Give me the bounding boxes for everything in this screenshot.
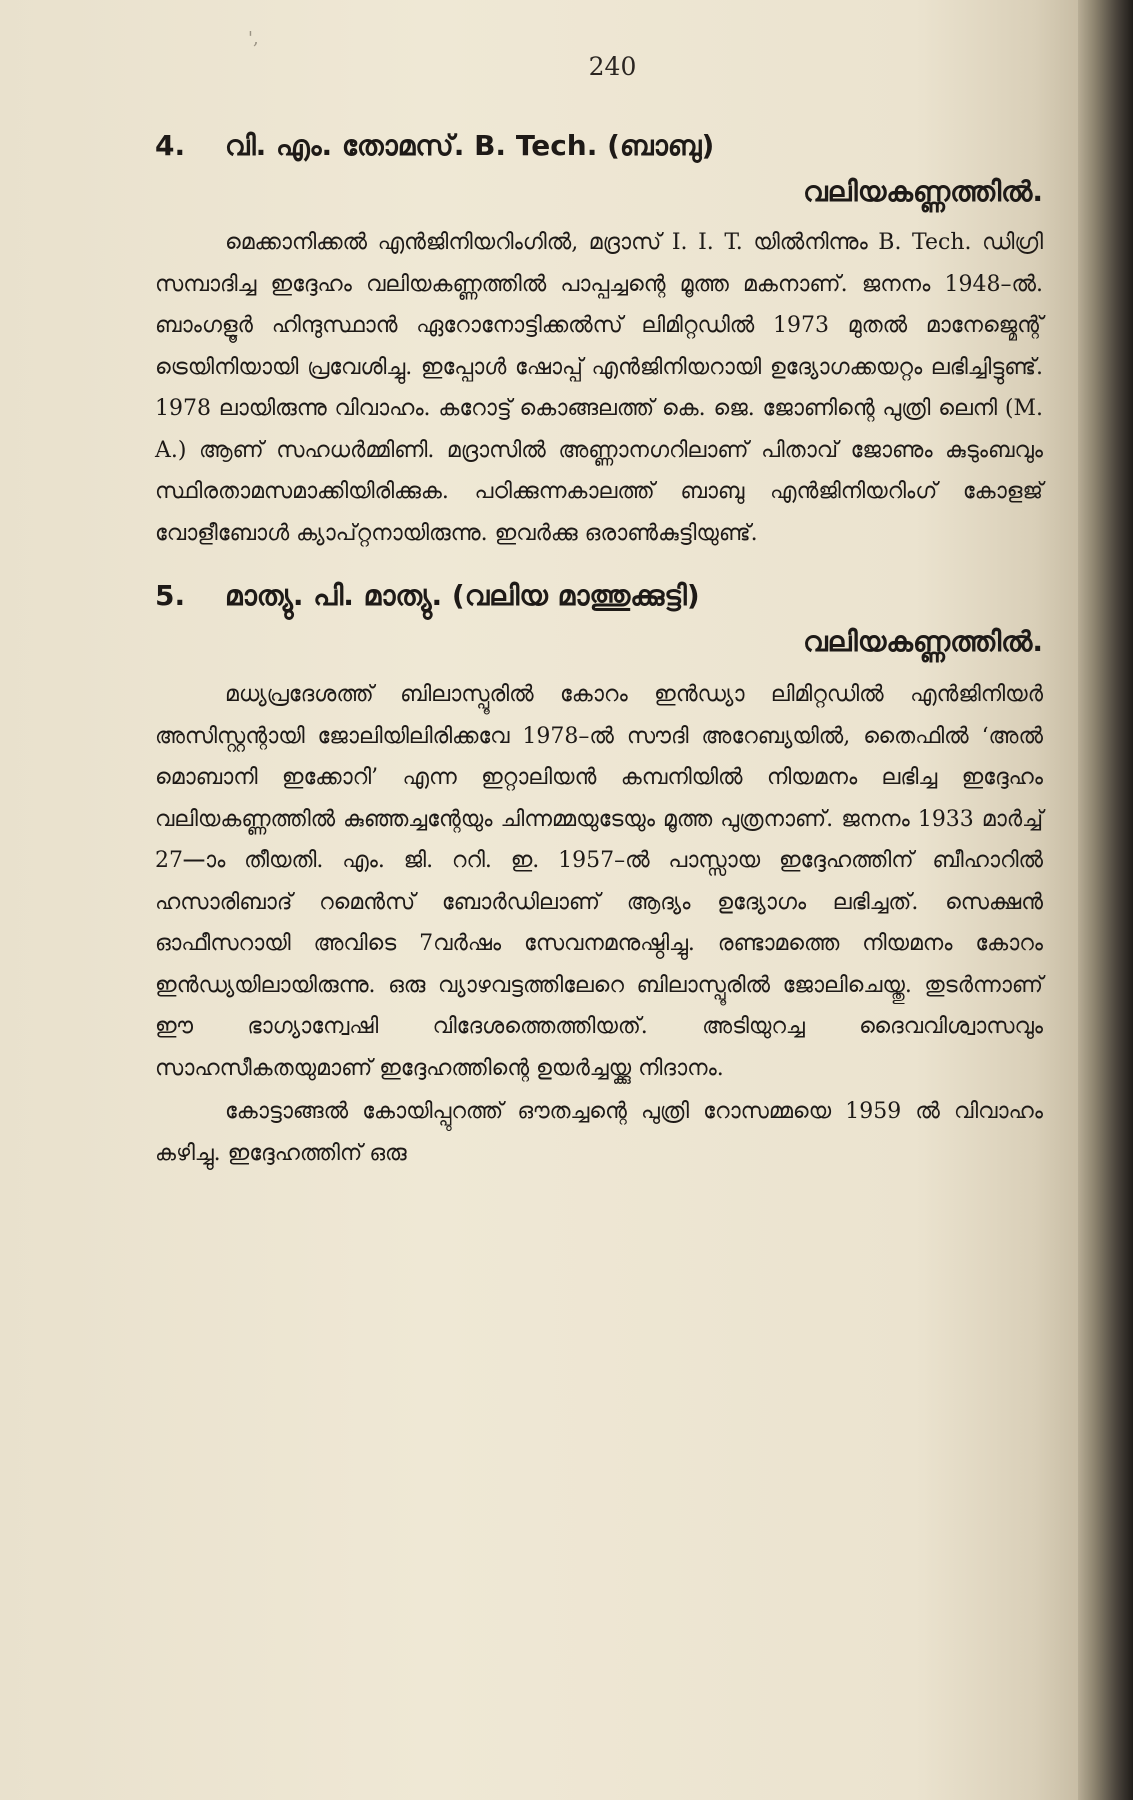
section-5-number: 5. [155,579,186,612]
section-4-subtitle: വലിയകണ്ണത്തിൽ. [803,175,1043,208]
section-5 [155,572,1043,1174]
section-5-subtitle: വലിയകണ്ണത്തിൽ. [803,625,1043,658]
section-4-paragraph: മെക്കാനിക്കൽ എൻജിനിയറിംഗിൽ, മദ്രാസ് I. I. T. യിൽനിന്നും B. Tech. ഡിഗ്രി സമ്പാദിച്ച ഇദ്ദേഹം വലിയകണ്ണത്തിൽ പാപ്പച്ചന്റെ മൂത്ത മകനാണ്. ജനനം 1948–ൽ. ബാംഗളൂർ ഹിന്ദുസ്ഥാൻ ഏറോനോട്ടിക്കൽസ് ലിമിറ്റഡിൽ 1973 മുതൽ മാനേജ്മെന്റ് ട്രെയിനിയായി പ്രവേശിച്ചു. ഇപ്പോൾ ഷോപ്പ് എൻജിനിയറായി ഉദ്യോഗക്കയറ്റം ലഭിച്ചിട്ടുണ്ട്. 1978 ലായിരുന്നു വിവാഹം. കറോട്ട് കൊങ്ങലത്ത് കെ. ജെ. ജോണിന്റെ പുത്രി ലെനി (M. A.) ആണ് സഹധർമ്മിണി. മദ്രാസിൽ അണ്ണാനഗറിലാണ് പിതാവ് ജോണും കുടുംബവും സ്ഥിരതാമസമാക്കിയിരിക്കുക. പഠിക്കുന്നകാലത്ത് ബാബു എൻജിനിയറിംഗ് കോളജ് വോളീബോൾ ക്യാപ്റ്റനായിരുന്നു. ഇവർക്കു ഒരാൺകുട്ടിയുണ്ട്. [155,230,1043,546]
book-spine-shadow [1078,0,1133,1800]
corner-mark: ', [248,28,259,49]
section-4 [155,122,1043,554]
section-4-title-line [155,122,1043,170]
section-5-title: മാത്യു. പി. മാത്യു. (വലിയ മാത്തുക്കുട്ടി) [225,579,700,612]
section-4-number: 4. [155,129,186,162]
section-5-title-line [155,572,1043,620]
section-5-paragraph-1: മധ്യപ്രദേശത്ത് ബിലാസ്പൂരിൽ കോറം ഇൻഡ്യാ ലിമിറ്റഡിൽ എൻജിനിയർ അസിസ്റ്റന്റായി ജോലിയിലിരിക്കവേ 1978–ൽ സൗദി അറേബ്യയിൽ, തൈഫിൽ ‘അൽ മൊബാനി ഇക്കോറി’ എന്ന ഇറ്റാലിയൻ കമ്പനിയിൽ നിയമനം ലഭിച്ച ഇദ്ദേഹം വലിയകണ്ണത്തിൽ കുഞ്ഞച്ചന്റേയും ചിന്നമ്മയുടേയും മൂത്ത പുത്രനാണ്. ജനനം 1933 മാർച്ച് 27—ാം തീയതി. എം. ജി. ററി. ഇ. 1957–ൽ പാസ്സായ ഇദ്ദേഹത്തിന് ബീഹാറിൽ ഹസാരിബാദ് റമെൻസ് ബോർഡിലാണ് ആദ്യം ഉദ്യോഗം ലഭിച്ചത്. സെക്ഷൻ ഓഫീസറായി അവിടെ 7വർഷം സേവനമനുഷ്ഠിച്ചു. രണ്ടാമത്തെ നിയമനം കോറം ഇൻഡ്യയിലായിരുന്നു. ഒരു വ്യാഴവട്ടത്തിലേറെ ബിലാസ്പൂരിൽ ജോലിചെയ്തു. തുടർന്നാണ് ഈ ഭാഗ്യാന്വേഷി വിദേശത്തെത്തിയത്. അടിയുറച്ച ദൈവവിശ്വാസവും സാഹസീകതയുമാണ് ഇദ്ദേഹത്തിന്റെ ഉയർച്ചയ്ക്കു നിദാനം. [155,682,1043,1081]
page-content [155,122,1043,1174]
section-4-title: വി. എം. തോമസ്. B. Tech. (ബാബു) [225,129,715,162]
section-5-paragraph-2: കോട്ടാങ്ങൽ കോയിപ്പുറത്ത് ഔതച്ചന്റെ പുത്രി റോസമ്മയെ 1959 ൽ വിവാഹം കഴിച്ചു. ഇദ്ദേഹത്തിന് ഒരു [155,1099,1043,1166]
page-number: 240 [588,52,637,81]
